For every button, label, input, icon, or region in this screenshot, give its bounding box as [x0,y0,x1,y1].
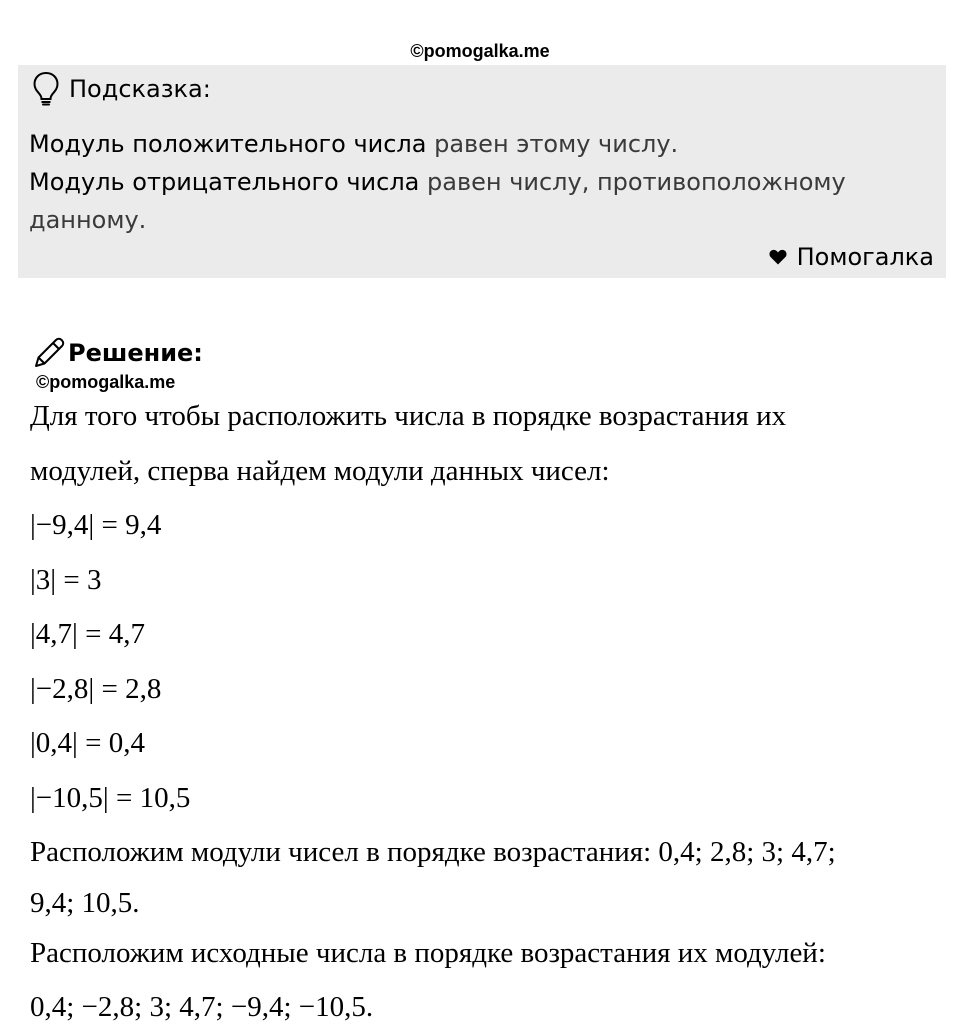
lightbulb-icon [32,71,60,107]
brand-label: Помогалка [796,243,934,271]
equation-line: |−10,5| = 10,5 [30,781,191,814]
answer-line: 0,4; −2,8; 3; 4,7; −9,4; −10,5. [30,991,374,1023]
hint-line-1 [29,125,919,163]
hint-box [18,65,946,278]
solution-title: Решение: [68,339,203,367]
heart-icon [769,249,787,265]
equation-line: |3| = 3 [30,563,102,596]
hint-line-2 [29,163,919,201]
solution-line: Для того чтобы расположить числа в порядке возрастания их [30,400,787,432]
solution-line: Расположим модули чисел в порядке возрастания: 0,4; 2,8; 3; 4,7; [30,836,836,868]
solution-text [30,389,940,1035]
hint-text [29,125,919,239]
hint-line-3: данному. [29,206,147,234]
hint-brand [769,241,934,273]
pencil-icon [32,336,66,370]
equation-line: |−9,4| = 9,4 [30,509,162,541]
solution-line: модулей, сперва найдем модули данных чисел: [30,454,610,487]
equation-line: |0,4| = 0,4 [30,727,145,759]
watermark-inner: ©pomogalka.me [36,372,176,392]
hint-term-negative: Модуль отрицательного числа [29,168,420,196]
hint-rule-positive: равен этому числу. [426,130,679,158]
solution-line: Расположим исходные числа в порядке возрастания их модулей: [30,936,826,969]
equation-line: |4,7| = 4,7 [30,618,145,650]
hint-term-positive: Модуль положительного числа [29,130,427,158]
solution-line: 9,4; 10,5. [30,886,140,919]
hint-rule-negative: равен числу, противоположному [419,168,846,196]
watermark-top: ©pomogalka.me [410,41,550,61]
hint-header [32,71,211,107]
hint-title: Подсказка: [69,75,211,103]
solution-header [32,336,203,370]
equation-line: |−2,8| = 2,8 [30,672,162,705]
